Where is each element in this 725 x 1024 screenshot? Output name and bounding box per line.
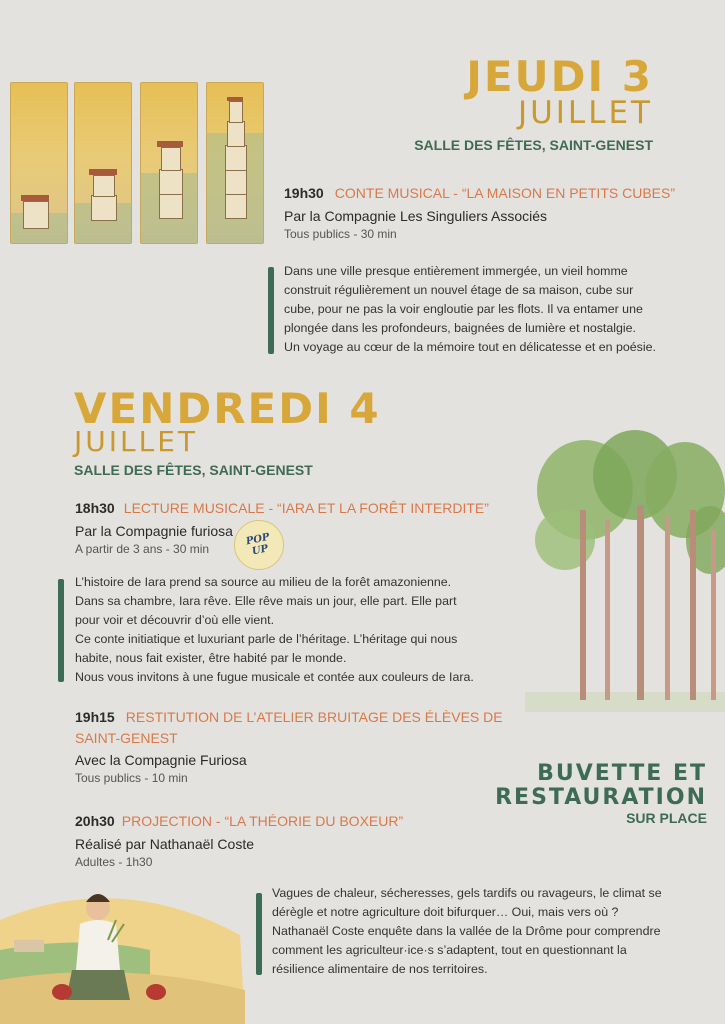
event-time: 18h30 bbox=[75, 500, 115, 516]
event-title: LECTURE MUSICALE - “IARA ET LA FORÊT INTERDITE” bbox=[123, 500, 489, 516]
event-time: 19h30 bbox=[284, 185, 324, 201]
description-line: plongée dans les profondeurs, baignées de lumière et nostalgie. bbox=[284, 321, 636, 335]
pop-up-badge-text: POP UP bbox=[245, 531, 271, 558]
event-company: Par la Compagnie furiosa bbox=[75, 523, 233, 539]
description-line: habite, nous fait exister, être habité par le monde. bbox=[75, 651, 347, 665]
panel-1 bbox=[10, 82, 68, 244]
event-audience: Tous publics - 30 min bbox=[284, 227, 397, 241]
event-company: Avec la Compagnie Furiosa bbox=[75, 752, 247, 768]
day1-month: JUILLET bbox=[517, 95, 653, 131]
event-title: CONTE MUSICAL - “LA MAISON EN PETITS CUBES” bbox=[334, 185, 675, 201]
event-title: RESTITUTION DE L’ATELIER BRUITAGE DES ÉLÈVES DE bbox=[125, 709, 503, 725]
panel-4 bbox=[206, 82, 264, 244]
event-company: Par la Compagnie Les Singuliers Associés bbox=[284, 208, 548, 224]
description-line: construit régulièrement un nouvel étage de sa maison, cube sur bbox=[284, 283, 634, 297]
event-company: Réalisé par Nathanaël Coste bbox=[75, 836, 254, 852]
description-line: résilience alimentaire de nos territoires. bbox=[272, 962, 488, 976]
description-line: pour voir et découvrir d’où elle vient. bbox=[75, 613, 275, 627]
description-line: Vagues de chaleur, sécheresses, gels tardifs ou ravageurs, le climat se bbox=[272, 886, 662, 900]
house-panels-illustration bbox=[10, 0, 265, 250]
buvette-subtitle: SUR PLACE bbox=[626, 810, 707, 826]
description-line: Nous vous invitons à une fugue musicale et contée aux couleurs de Iara. bbox=[75, 670, 474, 684]
day2-event1 bbox=[75, 498, 515, 556]
day1-event-description bbox=[284, 262, 704, 357]
description-line: dérègle et notre agriculture doit bifurquer… Oui, mais vers où ? bbox=[272, 905, 619, 919]
event-title-line2: SAINT-GENEST bbox=[75, 730, 178, 746]
buvette-heading bbox=[495, 762, 707, 810]
event-time: 20h30 bbox=[75, 813, 115, 829]
event-audience: A partir de 3 ans - 30 min bbox=[75, 542, 210, 556]
day2-month: JUILLET bbox=[74, 425, 199, 458]
description-bar bbox=[58, 579, 64, 682]
description-line: Dans sa chambre, Iara rêve. Elle rêve mais un jour, elle part. Elle part bbox=[75, 594, 457, 608]
description-line: comment les agriculteur·ice·s s’adaptent, tout en questionnant la bbox=[272, 943, 627, 957]
event-audience: Tous publics - 10 min bbox=[75, 771, 188, 785]
panel-3 bbox=[140, 82, 198, 244]
description-line: cube, pour ne pas la voir engloutie par les flots. Il va entamer une bbox=[284, 302, 643, 316]
day2-event3-description bbox=[272, 884, 712, 979]
description-line: Ce conte initiatique et luxuriant parle de l’héritage. L’héritage qui nous bbox=[75, 632, 458, 646]
description-line: Un voyage au cœur de la mémoire tout en délicatesse et en poésie. bbox=[284, 340, 656, 354]
pop-up-badge bbox=[234, 520, 284, 570]
day2-event3 bbox=[75, 811, 515, 869]
day2-event1-description bbox=[75, 573, 505, 687]
day1-venue: SALLE DES FÊTES, SAINT-GENEST bbox=[414, 137, 653, 153]
description-bar bbox=[256, 893, 262, 975]
event-audience: Adultes - 1h30 bbox=[75, 855, 153, 869]
day2-event2 bbox=[75, 707, 515, 785]
description-line: L’histoire de Iara prend sa source au milieu de la forêt amazonienne. bbox=[75, 575, 452, 589]
day1-heading: JEUDI 3 bbox=[466, 52, 653, 101]
day2-venue: SALLE DES FÊTES, SAINT-GENEST bbox=[74, 462, 313, 478]
panel-2 bbox=[74, 82, 132, 244]
event-time: 19h15 bbox=[75, 709, 115, 725]
farmer-illustration bbox=[0, 880, 245, 1024]
description-bar bbox=[268, 267, 274, 354]
forest-illustration bbox=[525, 420, 725, 720]
day2-heading: VENDREDI 4 bbox=[74, 384, 381, 433]
day1-event bbox=[284, 183, 704, 241]
event-title: PROJECTION - “LA THÉORIE DU BOXEUR” bbox=[121, 813, 404, 829]
buvette-line2: RESTAURATION bbox=[495, 785, 707, 810]
description-line: Nathanaël Coste enquête dans la vallée de la Drôme pour comprendre bbox=[272, 924, 661, 938]
description-line: Dans une ville presque entièrement immergée, un vieil homme bbox=[284, 264, 628, 278]
buvette-line1: BUVETTE ET bbox=[537, 761, 707, 786]
